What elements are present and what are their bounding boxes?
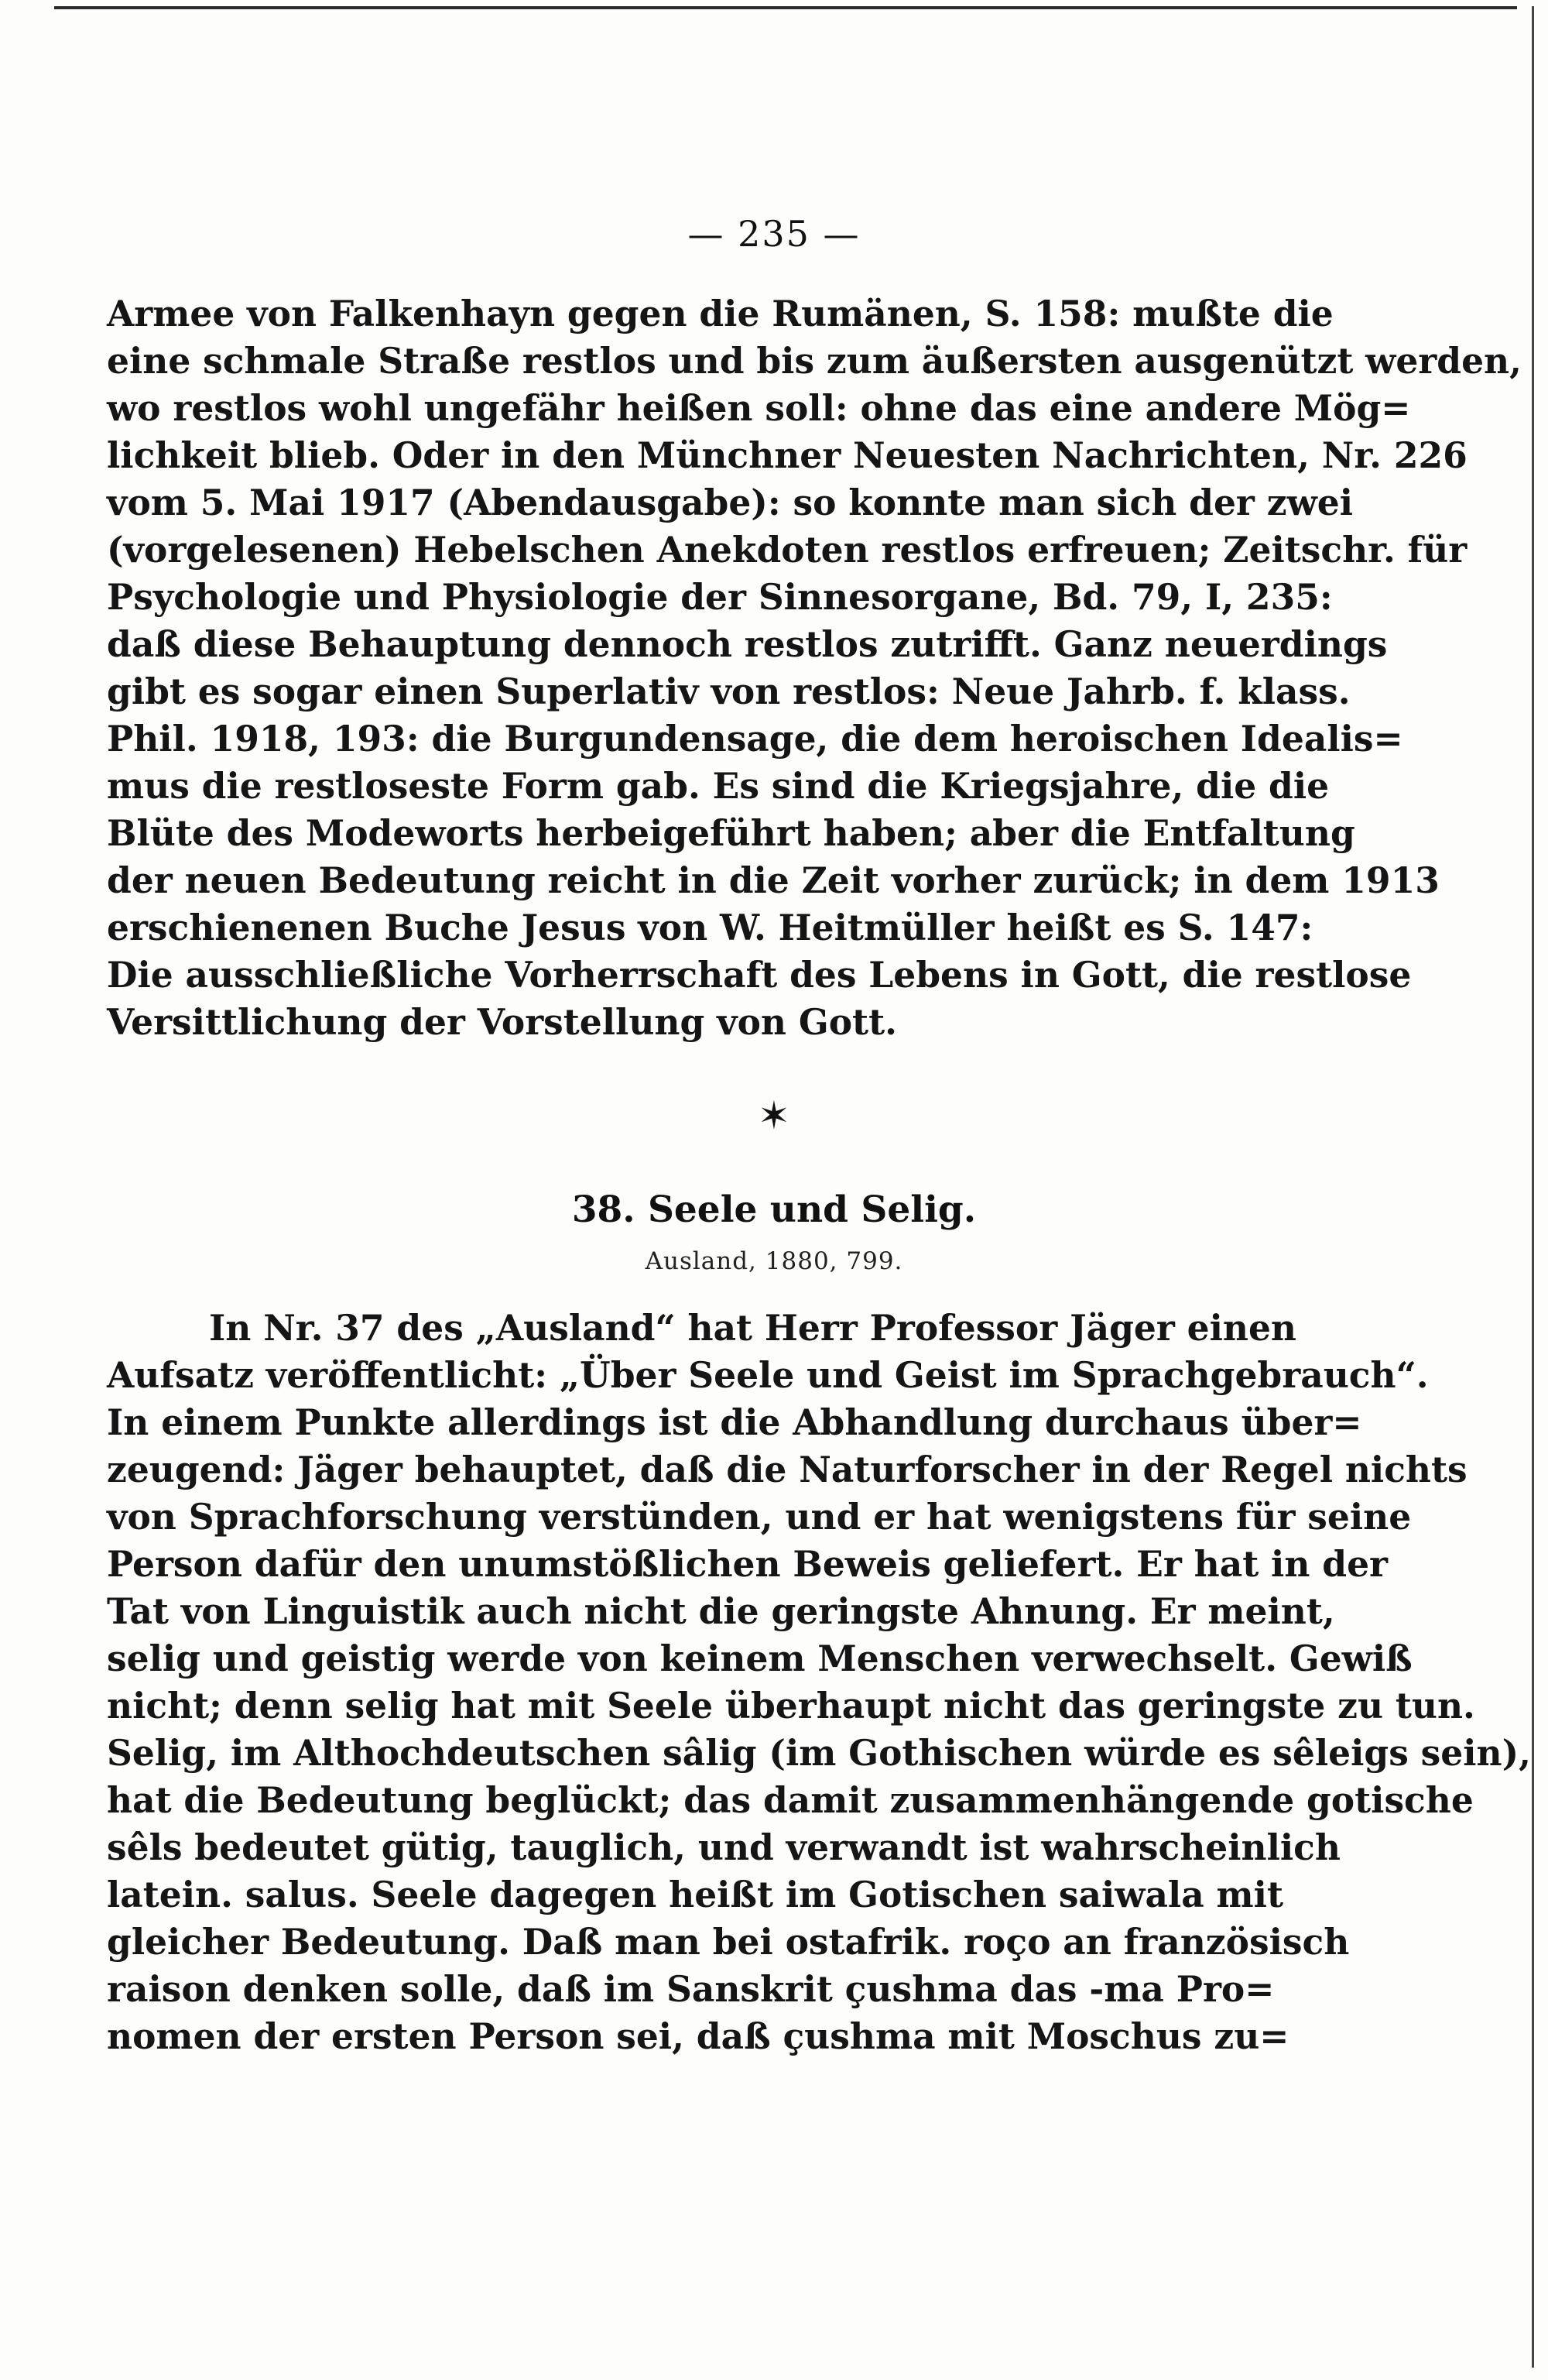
text-line: In Nr. 37 des „Ausland“ hat Herr Professor Jäger einen (209, 1307, 1297, 1349)
text-line: gibt es sogar einen Superlativ von restlos: Neue Jahrb. f. klass. (107, 670, 1351, 712)
text-line: mus die restloseste Form gab. Es sind die Kriegsjahre, die die (107, 765, 1330, 807)
section-separator-asterisk: ✶ (758, 1093, 790, 1138)
page-number: — 235 — (687, 213, 861, 255)
text-line: raison denken solle, daß im Sanskrit çushma das -ma Pro= (107, 1968, 1275, 2010)
text-line: Armee von Falkenhayn gegen die Rumänen, S. 158: mußte die (107, 293, 1334, 334)
text-line: daß diese Behauptung dennoch restlos zutrifft. Ganz neuerdings (107, 623, 1388, 665)
text-line: Aufsatz veröffentlicht: „Über Seele und Geist im Sprachgebrauch“. (107, 1354, 1429, 1396)
text-line: Tat von Linguistik auch nicht die geringste Ahnung. Er meint, (107, 1590, 1335, 1632)
section-source-citation: Ausland, 1880, 799. (645, 1247, 903, 1275)
text-line: latein. salus. Seele dagegen heißt im Gotischen saiwala mit (107, 1874, 1283, 1915)
continued-paragraph (107, 290, 1522, 1046)
text-line: Selig, im Althochdeutschen sâlig (im Gothischen würde es sêleigs sein), (107, 1732, 1531, 1774)
text-line: In einem Punkte allerdings ist die Abhandlung durchaus über= (107, 1401, 1362, 1443)
text-line: sêls bedeutet gütig, tauglich, und verwandt ist wahrscheinlich (107, 1826, 1341, 1868)
text-line: erschienenen Buche Jesus von W. Heitmüller heißt es S. 147: (107, 907, 1313, 948)
text-line: selig und geistig werde von keinem Menschen verwechselt. Gewiß (107, 1638, 1413, 1679)
text-line: wo restlos wohl ungefähr heißen soll: ohne das eine andere Mög= (107, 387, 1411, 429)
text-line: nicht; denn selig hat mit Seele überhaupt nicht das geringste zu tun. (107, 1685, 1475, 1727)
section-paragraph (107, 1305, 1531, 2060)
text-line: lichkeit blieb. Oder in den Münchner Neuesten Nachrichten, Nr. 226 (107, 434, 1468, 476)
text-line: Phil. 1918, 193: die Burgundensage, die dem heroischen Idealis= (107, 718, 1403, 760)
text-line: (vorgelesenen) Hebelschen Anekdoten restlos erfreuen; Zeitschr. für (107, 529, 1468, 571)
text-line: vom 5. Mai 1917 (Abendausgabe): so konnte man sich der zwei (107, 482, 1353, 523)
text-line: eine schmale Straße restlos und bis zum äußersten ausgenützt werden, (107, 340, 1522, 382)
text-line: zeugend: Jäger behauptet, daß die Naturforscher in der Regel nichts (107, 1449, 1468, 1490)
page-top-edge (54, 6, 1517, 9)
text-line: nomen der ersten Person sei, daß çushma mit Moschus zu= (107, 2015, 1289, 2057)
section-heading: 38. Seele und Selig. (571, 1188, 977, 1231)
text-line: von Sprachforschung verstünden, und er hat wenigstens für seine (107, 1496, 1412, 1538)
text-line: Person dafür den unumstößlichen Beweis geliefert. Er hat in der (107, 1543, 1388, 1585)
text-line: der neuen Bedeutung reicht in die Zeit vorher zurück; in dem 1913 (107, 859, 1440, 901)
text-line: Blüte des Modeworts herbeigeführt haben; aber die Entfaltung (107, 812, 1355, 854)
text-line: hat die Bedeutung beglückt; das damit zusammenhängende gotische (107, 1779, 1474, 1821)
text-line: Psychologie und Physiologie der Sinnesorgane, Bd. 79, I, 235: (107, 576, 1333, 618)
text-line: Die ausschließliche Vorherrschaft des Lebens in Gott, die restlose (107, 954, 1412, 996)
page-right-edge (1532, 6, 1534, 2368)
text-line: gleicher Bedeutung. Daß man bei ostafrik. roço an französisch (107, 1921, 1350, 1963)
text-line: Versittlichung der Vorstellung von Gott. (107, 1001, 897, 1043)
